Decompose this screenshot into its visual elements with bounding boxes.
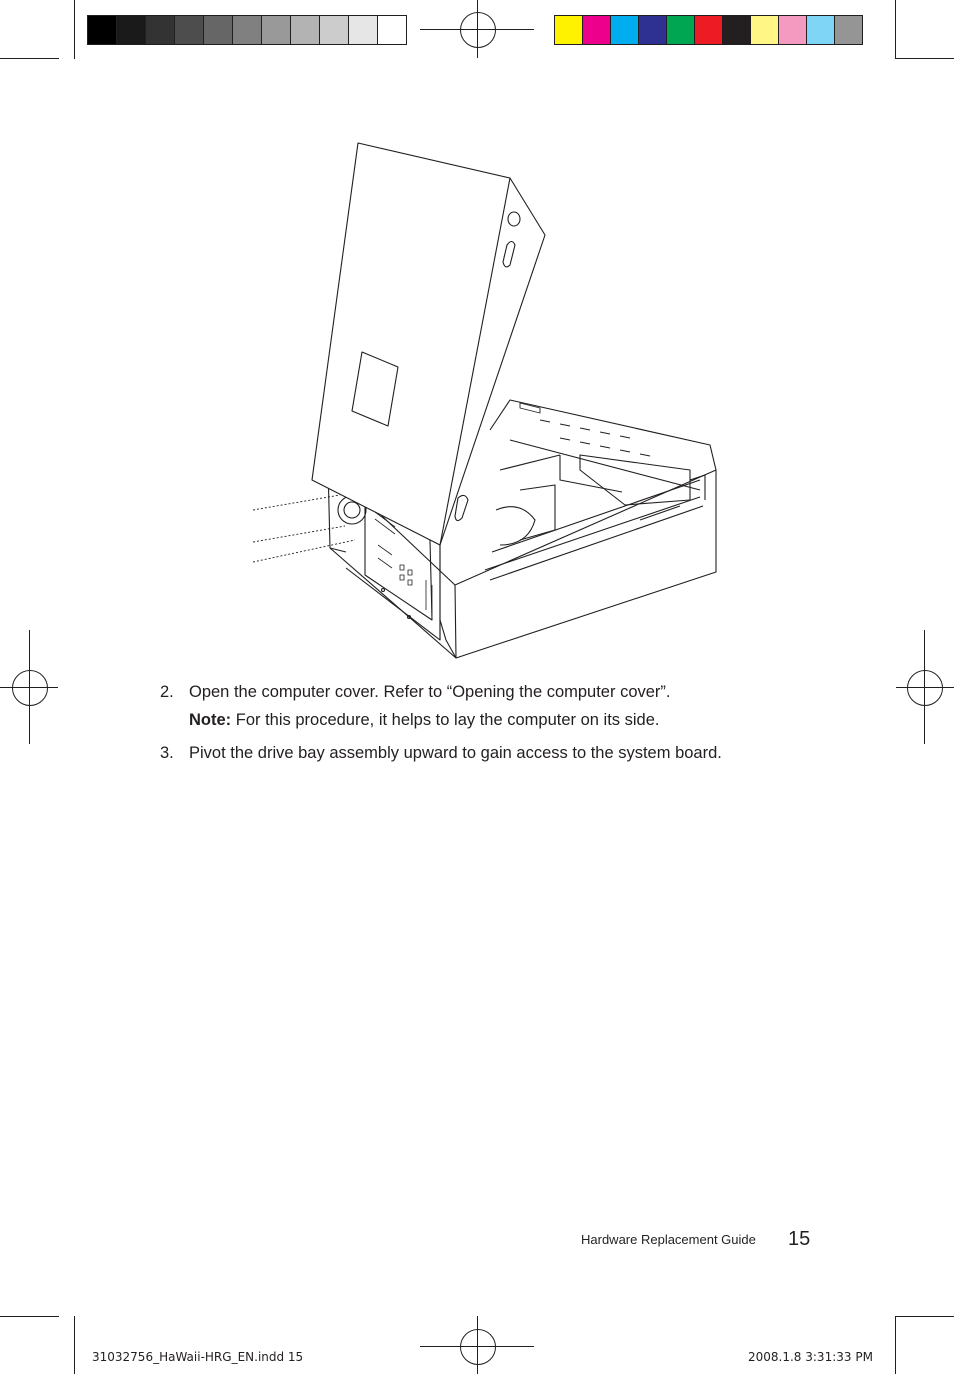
computer-cover-illustration bbox=[250, 140, 720, 662]
instruction-step bbox=[160, 682, 671, 702]
step-text: Open the computer cover. Refer to “Opening the computer cover”. bbox=[189, 683, 671, 701]
slug-file-name: 31032756_HaWaii-HRG_EN.indd 15 bbox=[92, 1350, 304, 1364]
calibration-swatch bbox=[204, 16, 233, 44]
grayscale-calibration-bar bbox=[87, 15, 407, 45]
calibration-swatch bbox=[88, 16, 117, 44]
page-number: 15 bbox=[788, 1228, 811, 1250]
note bbox=[189, 710, 659, 730]
calibration-swatch bbox=[807, 16, 835, 44]
calibration-swatch bbox=[723, 16, 751, 44]
calibration-swatch bbox=[117, 16, 146, 44]
note-text: For this procedure, it helps to lay the computer on its side. bbox=[231, 711, 660, 729]
note-label: Note: bbox=[189, 711, 232, 729]
calibration-swatch bbox=[146, 16, 175, 44]
step-text: Pivot the drive bay assembly upward to gain access to the system board. bbox=[189, 744, 722, 762]
instruction-step bbox=[160, 743, 722, 763]
calibration-swatch bbox=[695, 16, 723, 44]
slug-timestamp: 2008.1.8 3:31:33 PM bbox=[748, 1350, 873, 1364]
step-number: 2. bbox=[160, 683, 174, 701]
color-calibration-bar bbox=[554, 15, 863, 45]
calibration-swatch bbox=[378, 16, 406, 44]
calibration-swatch bbox=[555, 16, 583, 44]
guide-title: Hardware Replacement Guide bbox=[581, 1232, 756, 1247]
calibration-swatch bbox=[751, 16, 779, 44]
calibration-swatch bbox=[262, 16, 291, 44]
step-number: 3. bbox=[160, 744, 174, 762]
calibration-swatch bbox=[233, 16, 262, 44]
calibration-swatch bbox=[175, 16, 204, 44]
calibration-swatch bbox=[583, 16, 611, 44]
calibration-swatch bbox=[779, 16, 807, 44]
calibration-swatch bbox=[639, 16, 667, 44]
calibration-swatch bbox=[835, 16, 862, 44]
calibration-swatch bbox=[291, 16, 320, 44]
calibration-swatch bbox=[611, 16, 639, 44]
calibration-swatch bbox=[320, 16, 349, 44]
calibration-swatch bbox=[349, 16, 378, 44]
calibration-swatch bbox=[667, 16, 695, 44]
